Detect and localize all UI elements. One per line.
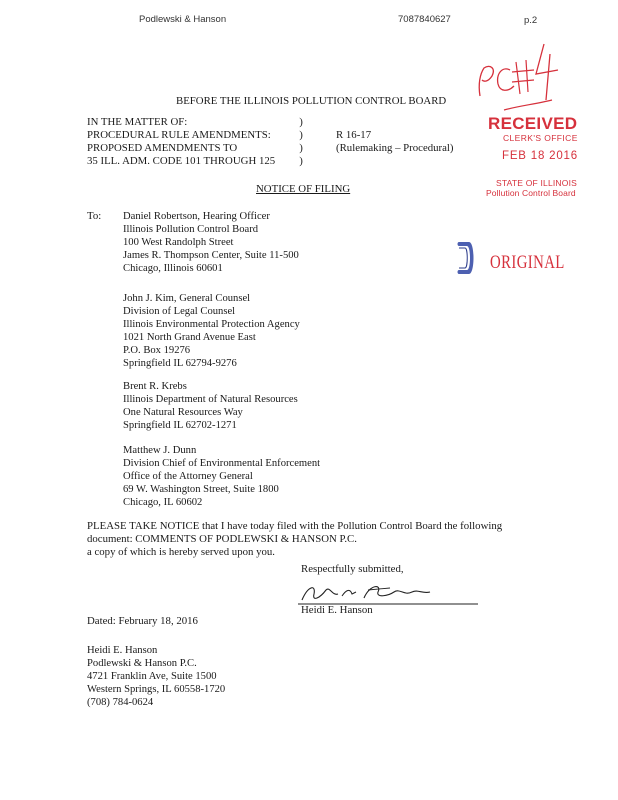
caption-paren: ) (299, 142, 303, 154)
recipient-line: Matthew J. Dunn (123, 445, 197, 456)
recipient-line: James R. Thompson Center, Suite 11-500 (123, 250, 299, 261)
sender-line: Western Springs, IL 60558-1720 (87, 684, 226, 695)
recipient-line: Office of the Attorney General (123, 471, 253, 482)
recipient-line: Illinois Department of Natural Resources (123, 394, 298, 405)
sender-line: Heidi E. Hanson (87, 645, 158, 656)
recipient-line: 69 W. Washington Street, Suite 1800 (123, 484, 279, 495)
signatory-name: Heidi E. Hanson (301, 604, 373, 616)
sender-block (87, 644, 225, 709)
signature-image (294, 580, 484, 606)
to-label: To: (87, 210, 102, 222)
caption-paren: ) (299, 116, 303, 128)
recipient-line: Chicago, Illinois 60601 (123, 263, 223, 274)
recipient-line: Brent R. Krebs (123, 381, 187, 392)
received-stamp: RECEIVED (488, 114, 578, 133)
docket-type: (Rulemaking – Procedural) (336, 142, 454, 154)
recipient-block (123, 380, 298, 432)
caption-line: 35 ILL. ADM. CODE 101 THROUGH 125 (87, 155, 276, 167)
notice-line: PLEASE TAKE NOTICE that I have today filed with the Pollution Control Board the following (87, 520, 503, 532)
recipient-line: John J. Kim, General Counsel (123, 293, 251, 304)
caption-paren: ) (299, 155, 303, 167)
state-stamp: STATE OF ILLINOIS (496, 178, 578, 188)
caption-block (87, 116, 275, 168)
notice-line: a copy of which is hereby served upon you. (87, 546, 275, 558)
handwritten-note-stamp (466, 34, 562, 120)
original-stamp: ORIGINAL (490, 252, 565, 273)
sender-line: Podlewski & Hanson P.C. (87, 658, 197, 669)
handwritten-pc4-mark (466, 34, 562, 120)
notice-title: NOTICE OF FILING (256, 183, 351, 195)
recipient-line: 1021 North Grand Avenue East (123, 332, 256, 343)
fax-sender: Podlewski & Hanson (139, 14, 227, 25)
recipient-line: Daniel Robertson, Hearing Officer (123, 211, 270, 222)
caption-line: IN THE MATTER OF: (87, 116, 188, 128)
recipient-line: 100 West Randolph Street (123, 237, 234, 248)
recipient-line: Division Chief of Environmental Enforcement (123, 458, 321, 469)
recipient-line: P.O. Box 19276 (123, 345, 191, 356)
caption-paren: ) (299, 129, 303, 141)
caption-line: PROCEDURAL RULE AMENDMENTS: (87, 129, 271, 141)
board-title: BEFORE THE ILLINOIS POLLUTION CONTROL BOARD (176, 95, 447, 107)
sender-line: (708) 784-0624 (87, 697, 154, 708)
received-date-stamp: FEB 18 2016 (502, 150, 578, 162)
recipient-line: One Natural Resources Way (123, 407, 243, 418)
recipient-line: Springfield IL 62702-1271 (123, 420, 237, 431)
recipient-line: Division of Legal Counsel (123, 306, 236, 317)
recipient-line: Illinois Pollution Control Board (123, 224, 259, 235)
notice-line: document: COMMENTS OF PODLEWSKI & HANSON P.C. (87, 533, 357, 545)
notice-paragraph (87, 520, 502, 559)
recipient-line: Springfield IL 62794-9276 (123, 358, 237, 369)
fax-number: 7087840627 (398, 14, 451, 25)
caption-line: PROPOSED AMENDMENTS TO (87, 142, 238, 154)
caption-parens (296, 116, 306, 168)
board-stamp: Pollution Control Board (486, 188, 576, 198)
dated-line: Dated: February 18, 2016 (87, 615, 198, 627)
clip-icon (455, 240, 477, 276)
docket-number: R 16-17 (336, 129, 372, 141)
closing: Respectfully submitted, (301, 563, 404, 575)
recipient-block (123, 292, 300, 370)
recipient-line: Chicago, IL 60602 (123, 497, 203, 508)
recipient-block (123, 444, 320, 509)
clerks-office-stamp: CLERK'S OFFICE (503, 133, 578, 143)
fax-page: p.2 (524, 15, 538, 26)
recipient-block (123, 210, 299, 275)
sender-line: 4721 Franklin Ave, Suite 1500 (87, 671, 217, 682)
recipient-line: Illinois Environmental Protection Agency (123, 319, 300, 330)
